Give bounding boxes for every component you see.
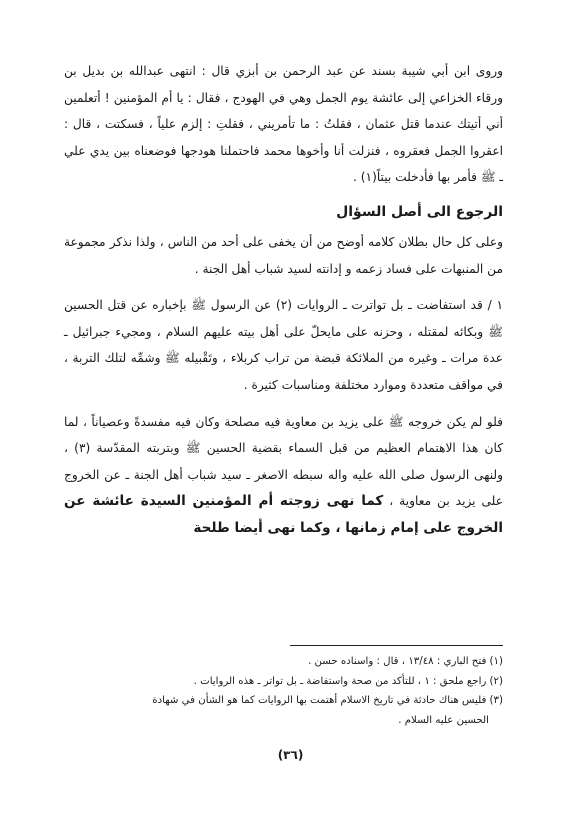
footnotes — [64, 652, 503, 730]
section-heading: الرجوع الى أصل السؤال — [336, 203, 503, 220]
paragraph-narration: وروى ابن أبي شيبة بسند عن عبد الرحمن بن أبزي قال : انتهى عبدالله بن بديل بن ورقاء الخزاعي إلى عائشة يوم الجمل وهي في الهودج ، فقال : يا أم المؤمنين ! أتعلمين أني أتيتك عندما قتل عثمان ، فقلتُ : ما تأمريني ، فقلتِ : إلزم علياً ، فسكتت ، قال : اعقروا الجمل فعقروه ، فنزلت أنا وأخوها محمد فاحتملنا هودجها فوضعناه بين يدي علي ـ ﷺ فأمر بها فأدخلت بيتاً(١) . — [64, 64, 503, 185]
footnote-divider — [290, 645, 503, 646]
footnote-1: (١) فتح الباري : ١٣/٤٨ ، قال : واسناده حسن . — [308, 656, 503, 667]
paragraph-argument — [64, 409, 503, 542]
footnote-3-continuation: الحسين عليه السلام . — [398, 714, 489, 726]
argument-bold-text: كما نهى زوجته أم المؤمنين السيدة عائشة عن الخروج على إمام زمانها ، وكما نهى أيضا طلحة — [64, 493, 503, 536]
page-number: (٣٦) — [277, 748, 304, 762]
paragraph-intro: وعلى كل حال بطلان كلامه أوضح من أن يخفى على أحد من الناس ، ولذا نذكر مجموعة من المنبهات على فساد زعمه و إدانته لسيد شباب أهل الجنة . — [64, 234, 503, 276]
footnote-2: (٢) راجع ملحق : ١ ، للتأكد من صحة واستفاضة ـ بل تواتر ـ هذه الروايات . — [193, 675, 503, 687]
paragraph-point-one: ١ / قد استفاضت ـ بل تواترت ـ الروايات (٢) عن الرسول ﷺ بإخباره عن قتل الحسين ﷺ وبكائه لمقتله ، وحزنه على مايحلّ على أهل بيته عليهم السلام ، ومجيء جبرائيل ـ عدة مرات ـ وغيره من الملائكة قبضة من تراب كربلاء ، وتَقْبيله ﷺ وشمِّه لتلك التربة ، في مواقف متعددة وموارد مختلفة ومناسبات كثيرة . — [64, 298, 503, 392]
footnote-3: (٣) فليس هناك حادثة في تاريخ الاسلام أهتمت بها الروايات كما هو الشأن في شهادة — [152, 695, 503, 706]
argument-text: فلو لم يكن خروجه ﷺ على يزيد بن معاوية فيه مصلحة وكان فيه مفسدةً وعصياناً ، لما كان هذا الاهتمام العظيم من قبل السماء بقضية الحسين ﷺ وبتربته المقدّسة (٣) ، ولنهى الرسول صلى الله عليه واله سبطه الاصغر ـ سيد شباب أهل الجنة ـ عن الخروج على يزيد بن معاوية ، — [64, 414, 503, 509]
